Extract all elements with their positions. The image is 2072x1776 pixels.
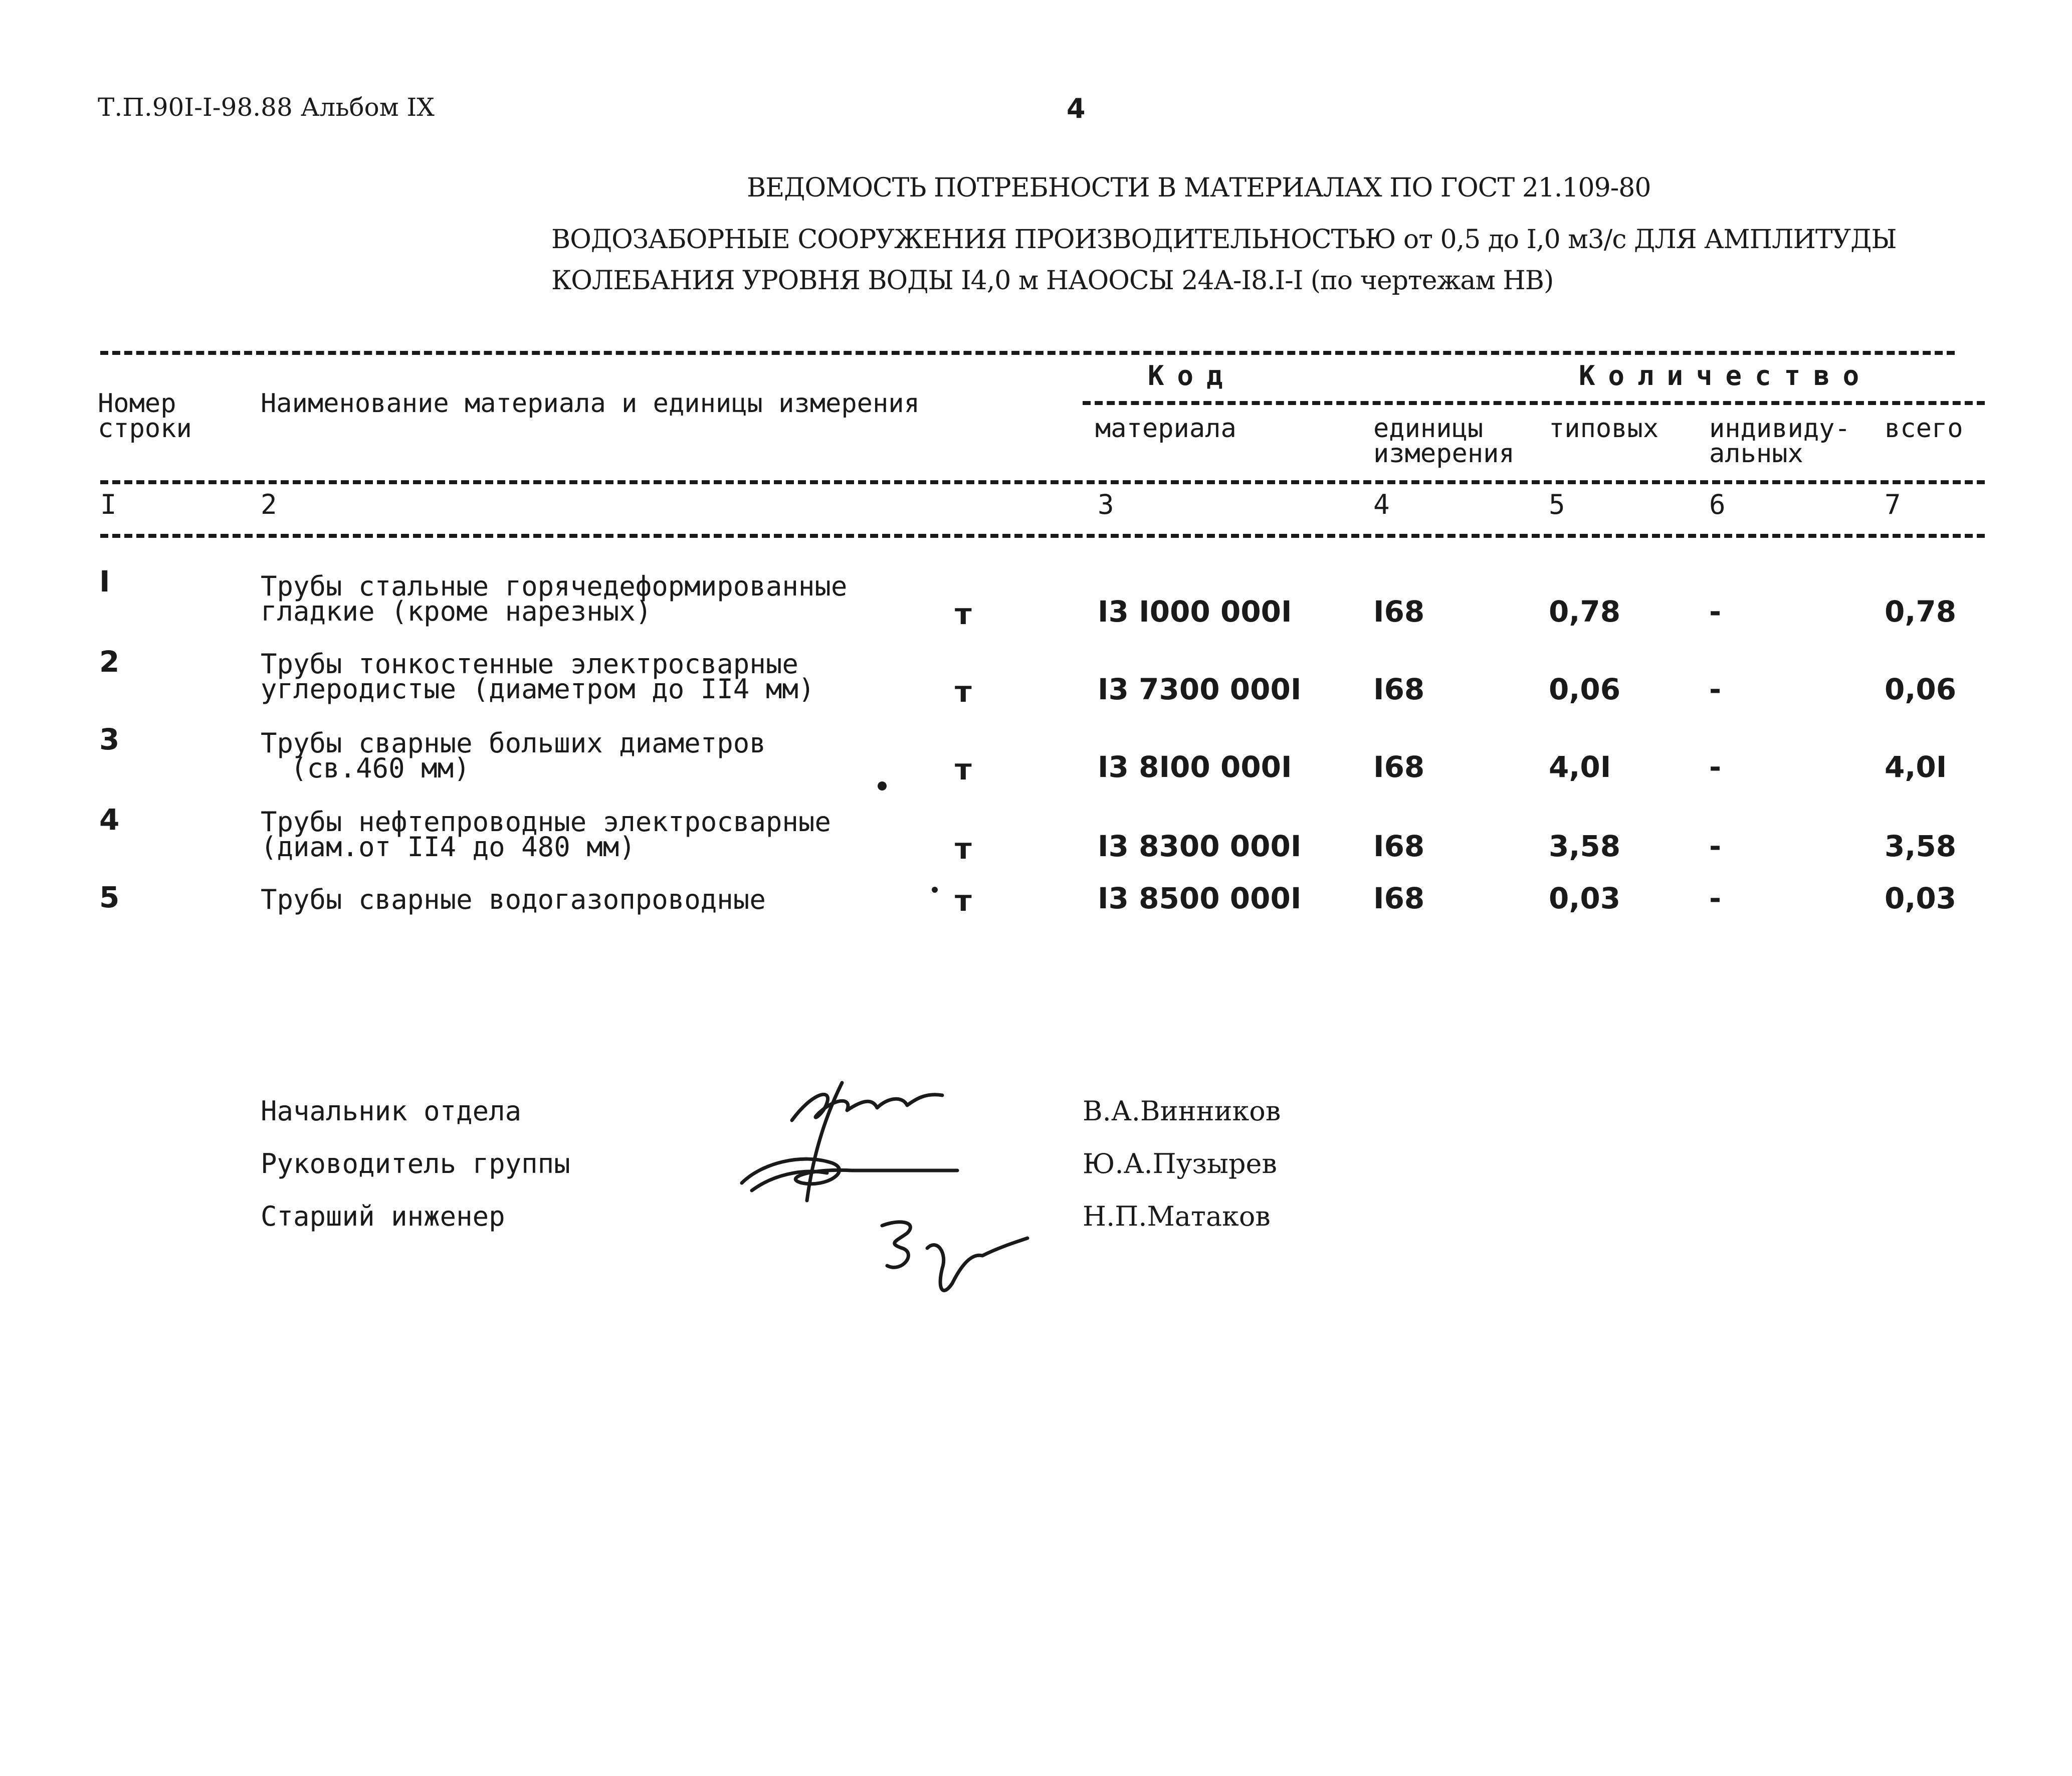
qty-typical: 3,58 <box>1549 829 1621 863</box>
header-material-name: Наименование материала и единицы измерения <box>261 388 920 419</box>
column-number: 7 <box>1885 489 1901 520</box>
signature-mark <box>882 1222 910 1268</box>
material-name-line2: углеродистые (диаметром до ІІ4 мм) <box>261 673 815 705</box>
unit: т <box>955 675 972 709</box>
subtitle-line-1: ВОДОЗАБОРНЫЕ СООРУЖЕНИЯ ПРОИЗВОДИТЕЛЬНОСТЬЮ от 0,5 до І,0 м3/с ДЛЯ АМПЛИТУДЫ <box>551 225 1897 255</box>
qty-total: 0,03 <box>1885 881 1957 915</box>
material-code: I3 8300 000I <box>1098 829 1302 863</box>
material-name-line1: Трубы сварные водогазопроводные <box>261 884 766 915</box>
qty-typical: 0,06 <box>1549 672 1621 706</box>
material-code: I3 8500 000I <box>1098 881 1302 915</box>
qty-total: 4,0I <box>1885 750 1947 784</box>
header-quantity-group: Количество <box>1579 360 1873 391</box>
qty-total: 0,78 <box>1885 595 1957 629</box>
material-code: I3 8I00 000I <box>1098 750 1292 784</box>
material-code: I3 7300 000I <box>1098 672 1302 706</box>
qty-total: 3,58 <box>1885 829 1957 863</box>
row-number: 4 <box>99 803 120 837</box>
qty-individual: - <box>1709 750 1722 784</box>
ink-dot <box>932 887 938 893</box>
qty-individual: - <box>1709 595 1722 629</box>
header-unit-code-line2: измерения <box>1373 439 1515 469</box>
column-number: 5 <box>1549 489 1565 520</box>
unit: т <box>955 752 972 786</box>
material-name-line2: (св.460 мм) <box>291 752 470 784</box>
document-title: ВЕДОМОСТЬ ПОТРЕБНОСТИ В МАТЕРИАЛАХ ПО ГОСТ 21.109-80 <box>747 173 1651 203</box>
header-row-number-line2: строки <box>98 414 192 444</box>
row-number: 5 <box>99 880 120 914</box>
signature-mark <box>752 1171 827 1191</box>
header-qty-typical: типовых <box>1549 414 1659 444</box>
material-name-line2: гладкие (кроме нарезных) <box>261 596 652 627</box>
document-code: Т.П.90І-І-98.88 Альбом IX <box>98 93 435 122</box>
qty-individual: - <box>1709 881 1722 915</box>
row-number: I <box>99 564 110 599</box>
header-qty-total: всего <box>1885 414 1963 444</box>
material-name-line1: Трубы сварные больших диаметров <box>261 727 766 759</box>
qty-individual: - <box>1709 672 1722 706</box>
header-qty-individual-line2: альных <box>1709 439 1803 469</box>
material-name-line1: Трубы нефтепроводные электросварные <box>261 806 831 838</box>
unit: т <box>955 832 972 866</box>
header-row-number-line1: Номер <box>98 388 176 419</box>
signature-name: В.А.Винников <box>1083 1095 1281 1127</box>
column-number: 2 <box>261 489 277 520</box>
header-unit-code-line1: единицы <box>1373 414 1484 444</box>
qty-typical: 0,78 <box>1549 595 1621 629</box>
signature-name: Н.П.Матаков <box>1083 1201 1271 1232</box>
qty-individual: - <box>1709 829 1722 863</box>
header-code-group: Код <box>1148 360 1236 391</box>
header-material-code: материала <box>1095 414 1236 444</box>
material-name-line1: Трубы стальные горячедеформированные <box>261 570 848 602</box>
column-number: I <box>100 489 117 520</box>
qty-typical: 0,03 <box>1549 881 1621 915</box>
page-number: 4 <box>1067 93 1086 124</box>
signature-role: Начальник отдела <box>261 1095 522 1127</box>
unit: т <box>955 884 972 918</box>
subtitle-line-2: КОЛЕБАНИЯ УРОВНЯ ВОДЫ І4,0 м НАООСЫ 24А-І8.І-І (по чертежам НВ) <box>551 266 1554 296</box>
column-number: 4 <box>1373 489 1390 520</box>
material-name-line1: Трубы тонкостенные электросварные <box>261 648 798 680</box>
row-number: 2 <box>99 645 120 679</box>
signature-role: Старший инженер <box>261 1201 505 1232</box>
signature-mark <box>927 1238 1027 1290</box>
column-number: 6 <box>1709 489 1726 520</box>
row-number: 3 <box>99 722 120 756</box>
signature-mark <box>792 1094 942 1120</box>
qty-typical: 4,0I <box>1549 750 1611 784</box>
unit-code: I68 <box>1373 595 1425 629</box>
signature-name: Ю.А.Пузырев <box>1083 1148 1277 1179</box>
qty-total: 0,06 <box>1885 672 1957 706</box>
unit-code: I68 <box>1373 829 1425 863</box>
unit-code: I68 <box>1373 672 1425 706</box>
column-number: 3 <box>1098 489 1114 520</box>
unit-code: I68 <box>1373 750 1425 784</box>
header-qty-individual-line1: индивиду- <box>1709 414 1850 444</box>
signature-role: Руководитель группы <box>261 1148 570 1179</box>
unit-code: I68 <box>1373 881 1425 915</box>
unit: т <box>955 597 972 631</box>
material-code: I3 I000 000I <box>1098 595 1292 629</box>
ink-dot <box>878 781 887 791</box>
material-name-line2: (диам.от ІІ4 до 480 мм) <box>261 831 636 863</box>
